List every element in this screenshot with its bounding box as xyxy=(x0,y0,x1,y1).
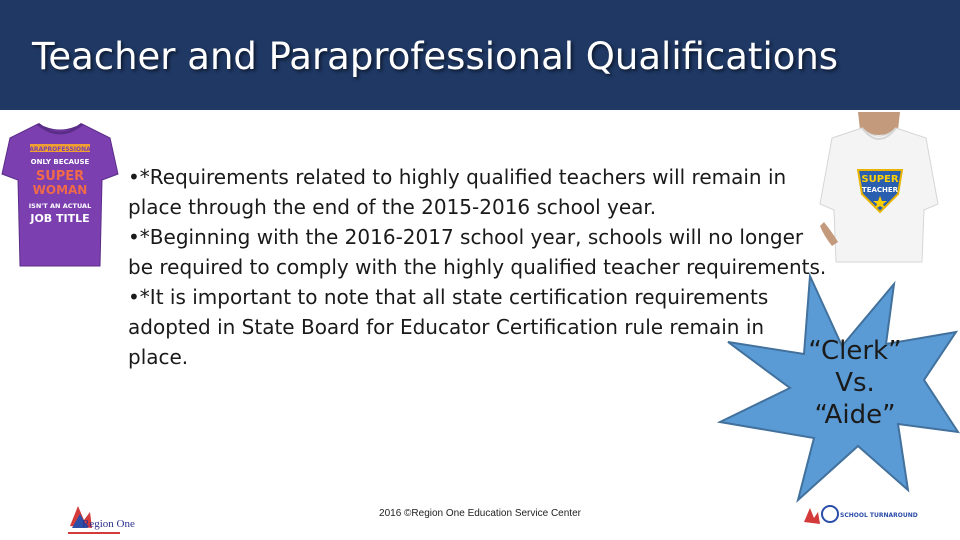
callout-text xyxy=(770,335,940,431)
shirt-text-5: ISN'T AN ACTUAL xyxy=(28,202,92,210)
bullet-item: •*It is important to note that all state certification requirements adopted in State Board for Educator Certification rule remain in place. xyxy=(128,285,769,369)
school-turnaround-logo xyxy=(800,500,918,530)
region-one-logo-text: Region One xyxy=(82,518,135,530)
super-teacher-shirt-image xyxy=(818,112,940,264)
shirt-text-6: JOB TITLE xyxy=(30,212,90,225)
right-shirt-text-1: SUPER xyxy=(861,174,899,185)
shirt-text-2: ONLY BECAUSE xyxy=(30,158,90,166)
shirt-text-4: WOMAN xyxy=(32,183,88,197)
footer-copyright: 2016 ©Region One Education Service Center xyxy=(379,508,581,519)
shirt-text-1: PARAPROFESSIONAL xyxy=(25,146,95,153)
paraprofessional-shirt-image xyxy=(0,116,120,274)
bullet-item: •*Beginning with the 2016-2017 school year, schools will no longer be required to comply with the highly qualified teacher requirements. xyxy=(128,225,827,279)
callout-line-aide: “Aide” xyxy=(814,400,896,430)
shirt-text-3: SUPER xyxy=(35,169,85,184)
logo-right-text: SCHOOL TURNAROUND xyxy=(840,512,918,519)
right-shirt-text-2: TEACHER xyxy=(861,186,899,194)
slide-title: Teacher and Paraprofessional Qualifications xyxy=(32,35,839,78)
callout-line-vs: Vs. xyxy=(835,368,875,398)
bullet-item: •*Requirements related to highly qualified teachers will remain in place through the end of the 2015-2016 school year. xyxy=(128,165,787,219)
callout-line-clerk: “Clerk” xyxy=(808,336,902,366)
